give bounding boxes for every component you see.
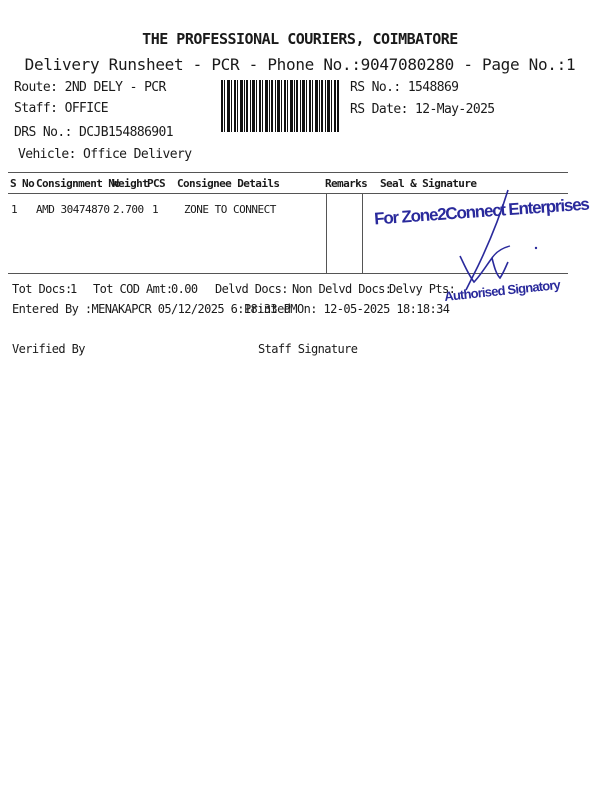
entered-by: Entered By :MENAKAPCR 05/12/2025 6:18:33 PM [12,302,297,316]
tot-docs-value: 1 [70,282,77,296]
tot-docs-label: Tot Docs: [12,282,72,296]
delvy-pts-label: Delvy Pts: [389,282,456,296]
col-pcs: PCS [147,177,166,190]
rs-number: RS No.: 1548869 [350,80,459,95]
col-remarks: Remarks [325,177,368,190]
drs-number: DRS No.: DCJB154886901 [14,125,173,140]
staff-text: Staff: OFFICE [14,101,108,116]
cell-sno: 1 [11,203,18,216]
remarks-right-divider [362,194,363,273]
authorised-signatory-stamp: Authorised Signatory [443,276,561,305]
tot-cod-value: 0.00 [171,282,198,296]
rs-date: RS Date: 12-May-2025 [350,102,495,117]
cell-weight: 2.700 [113,203,144,216]
tot-cod-label: Tot COD Amt: [93,282,173,296]
col-consignee: Consignee Details [177,177,280,190]
barcode [221,80,339,132]
cell-consignment: AMD 30474870 [36,203,110,216]
col-weight: Weight [112,177,149,190]
staff-signature: Staff Signature [258,342,358,356]
col-seal-signature: Seal & Signature [380,177,477,190]
non-delvd-docs-label: Non Delvd Docs: [292,282,392,296]
company-title: THE PROFESSIONAL COURIERS, COIMBATORE [142,30,458,48]
runsheet-title: Delivery Runsheet - PCR - Phone No.:9047080280 - Page No.:1 [24,55,576,74]
route-text: Route: 2ND DELY - PCR [14,80,166,95]
remarks-left-divider [326,194,327,273]
vehicle-text: Vehicle: Office Delivery [18,147,192,162]
delvd-docs-label: Delvd Docs: [215,282,288,296]
cell-pcs: 1 [152,203,159,216]
table-top-rule [8,172,568,173]
printed-on: Printed On: 12-05-2025 18:18:34 [244,302,450,316]
cell-consignee: ZONE TO CONNECT [184,203,276,216]
col-sno: S No [10,177,35,190]
company-stamp: For Zone2Connect Enterprises [373,194,590,229]
col-consignment: Consignment No [36,177,121,190]
verified-by: Verified By [12,342,85,356]
